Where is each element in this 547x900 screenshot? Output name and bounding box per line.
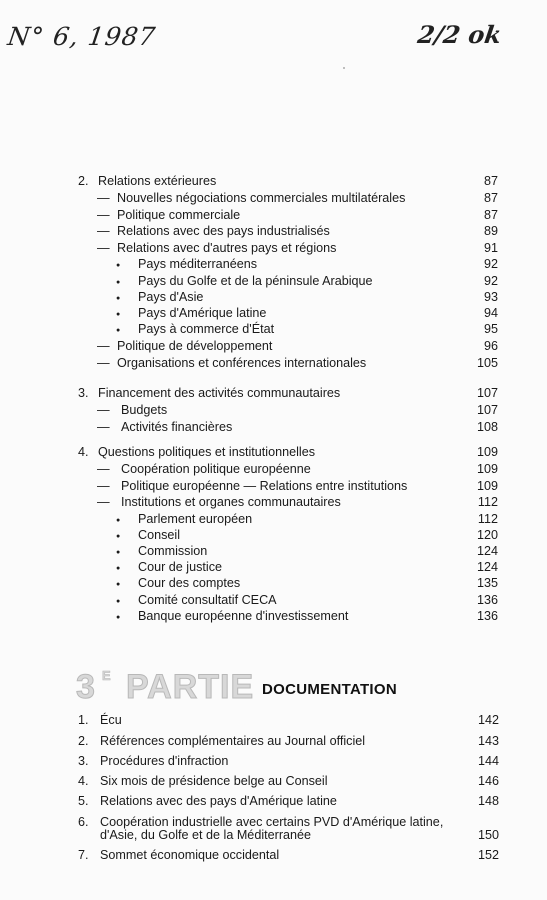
toc-subitem-text: Politique européenne — Relations entre institutions bbox=[121, 478, 408, 493]
dash-marker: — bbox=[97, 461, 110, 476]
handwritten-check-annotation: 2/2 ok bbox=[415, 20, 504, 49]
toc-item-page: 96 bbox=[483, 339, 498, 353]
documentation-text: Procédures d'infraction bbox=[100, 754, 229, 768]
toc-item-page: 124 bbox=[476, 560, 498, 575]
bullet-marker: ● bbox=[116, 278, 121, 286]
bullet-marker: ● bbox=[116, 613, 121, 621]
bullet-marker: ● bbox=[116, 549, 121, 556]
toc-bullet-text: Pays à commerce d'État bbox=[138, 322, 275, 337]
section-title: Financement des activités communautaires bbox=[98, 386, 341, 400]
toc-bullet-text: Comité consultatif CECA bbox=[138, 592, 277, 607]
toc-bullet-text: Pays du Golfe et de la péninsule Arabique bbox=[138, 273, 373, 288]
toc-item-page: 112 bbox=[477, 511, 498, 526]
toc-item-page: 93 bbox=[483, 289, 498, 304]
dash-marker: — bbox=[97, 339, 110, 353]
toc-subitem-text: Institutions et organes communautaires bbox=[121, 495, 341, 510]
toc-item-page: 91 bbox=[483, 241, 498, 256]
bullet-marker: ● bbox=[116, 311, 121, 318]
section-number: 2. bbox=[78, 174, 89, 188]
dash-marker: — bbox=[97, 478, 110, 493]
dash-marker: — bbox=[97, 495, 110, 510]
toc-subitem-text: Relations avec d'autres pays et régions bbox=[117, 241, 337, 256]
section-page: 109 bbox=[476, 445, 498, 459]
toc-subitem-text: Relations avec des pays industrialisés bbox=[117, 224, 330, 239]
documentation-number: 7. bbox=[78, 848, 89, 862]
documentation-page: 148 bbox=[477, 794, 499, 808]
toc-bullet-text: Cour de justice bbox=[138, 560, 222, 575]
toc-item-page: 135 bbox=[476, 576, 498, 591]
documentation-text: Six mois de présidence belge au Conseil bbox=[100, 774, 328, 788]
documentation-text: Écu bbox=[100, 713, 122, 727]
section-page: 107 bbox=[476, 386, 498, 400]
toc-item-page: 124 bbox=[476, 544, 498, 558]
documentation-text: Coopération industrielle avec certains PVD d'Amérique latine, bbox=[100, 815, 444, 829]
bullet-marker: ● bbox=[116, 294, 121, 302]
bullet-marker: ● bbox=[116, 262, 121, 270]
toc-bullet-text: Pays d'Amérique latine bbox=[138, 306, 267, 320]
dash-marker: — bbox=[97, 190, 110, 205]
section-page: 87 bbox=[483, 174, 498, 188]
dash-marker: — bbox=[97, 224, 110, 239]
documentation-page: 143 bbox=[477, 734, 499, 748]
toc-item-page: 95 bbox=[483, 322, 498, 337]
toc-bullet-text: Parlement européen bbox=[138, 511, 253, 526]
documentation-page: 150 bbox=[477, 828, 499, 842]
dash-marker: — bbox=[97, 419, 110, 434]
documentation-page: 146 bbox=[477, 774, 499, 788]
documentation-number: 2. bbox=[78, 734, 89, 748]
toc-item-page: 136 bbox=[476, 608, 498, 623]
part-title: DOCUMENTATION bbox=[262, 681, 397, 698]
documentation-number: 1. bbox=[78, 713, 89, 727]
toc-item-page: 109 bbox=[476, 461, 498, 476]
toc-bullet-text: Banque européenne d'investissement bbox=[138, 608, 349, 623]
toc-item-page: 107 bbox=[476, 402, 498, 417]
dash-marker: — bbox=[97, 402, 110, 417]
toc-subitem-text: Activités financières bbox=[121, 419, 233, 434]
bullet-marker: ● bbox=[116, 532, 121, 540]
toc-item-page: 105 bbox=[476, 355, 498, 370]
documentation-number: 3. bbox=[78, 754, 89, 768]
documentation-number: 5. bbox=[78, 794, 89, 808]
documentation-text: Relations avec des pays d'Amérique latine bbox=[100, 794, 337, 808]
handwritten-issue-annotation: N° 6, 1987 bbox=[5, 22, 158, 51]
toc-item-page: 87 bbox=[483, 207, 498, 222]
part-number-superscript: E bbox=[102, 668, 111, 683]
documentation-number: 4. bbox=[78, 774, 89, 788]
section-number: 4. bbox=[78, 445, 89, 459]
toc-subitem-text: Politique commerciale bbox=[117, 207, 241, 222]
toc-item-page: 108 bbox=[476, 419, 498, 434]
part-word: PARTIE bbox=[126, 668, 255, 706]
toc-item-page: 92 bbox=[483, 257, 498, 272]
toc-bullet-text: Pays d'Asie bbox=[138, 289, 204, 304]
documentation-page: 142 bbox=[477, 713, 499, 727]
documentation-page: 152 bbox=[477, 848, 499, 862]
section-title: Relations extérieures bbox=[98, 174, 217, 188]
bullet-marker: ● bbox=[116, 581, 121, 589]
bullet-marker: ● bbox=[116, 597, 121, 605]
toc-item-page: 120 bbox=[476, 527, 498, 542]
paper-speck bbox=[343, 67, 345, 69]
toc-item-page: 87 bbox=[483, 190, 498, 205]
section-title: Questions politiques et institutionnelles bbox=[98, 445, 316, 459]
documentation-page: 144 bbox=[477, 754, 499, 768]
toc-subitem-text: Politique de développement bbox=[117, 339, 273, 353]
toc-subitem-text: Organisations et conférences internationales bbox=[117, 355, 367, 370]
documentation-text-continued: d'Asie, du Golfe et de la Méditerranée bbox=[100, 828, 312, 842]
toc-subitem-text: Coopération politique européenne bbox=[121, 461, 311, 476]
toc-bullet-text: Conseil bbox=[138, 527, 180, 542]
toc-item-page: 89 bbox=[483, 224, 498, 239]
documentation-text: Références complémentaires au Journal officiel bbox=[100, 734, 366, 748]
dash-marker: — bbox=[97, 207, 110, 222]
section-number: 3. bbox=[78, 386, 89, 400]
documentation-number: 6. bbox=[78, 815, 89, 829]
toc-subitem-text: Nouvelles négociations commerciales multilatérales bbox=[117, 190, 406, 205]
part-number: 3 bbox=[76, 668, 96, 706]
bullet-marker: ● bbox=[116, 565, 121, 573]
documentation-text: Sommet économique occidental bbox=[100, 848, 280, 862]
toc-item-page: 94 bbox=[483, 306, 498, 320]
toc-bullet-text: Commission bbox=[138, 544, 208, 558]
dash-marker: — bbox=[97, 355, 110, 370]
toc-item-page: 112 bbox=[477, 495, 498, 510]
bullet-marker: ● bbox=[116, 327, 121, 335]
toc-subitem-text: Budgets bbox=[121, 402, 168, 417]
toc-item-page: 136 bbox=[476, 592, 498, 607]
toc-item-page: 109 bbox=[476, 478, 498, 493]
toc-bullet-text: Pays méditerranéens bbox=[138, 257, 258, 272]
toc-bullet-text: Cour des comptes bbox=[138, 576, 241, 591]
dash-marker: — bbox=[97, 241, 110, 256]
toc-item-page: 92 bbox=[483, 273, 498, 288]
bullet-marker: ● bbox=[116, 516, 121, 524]
